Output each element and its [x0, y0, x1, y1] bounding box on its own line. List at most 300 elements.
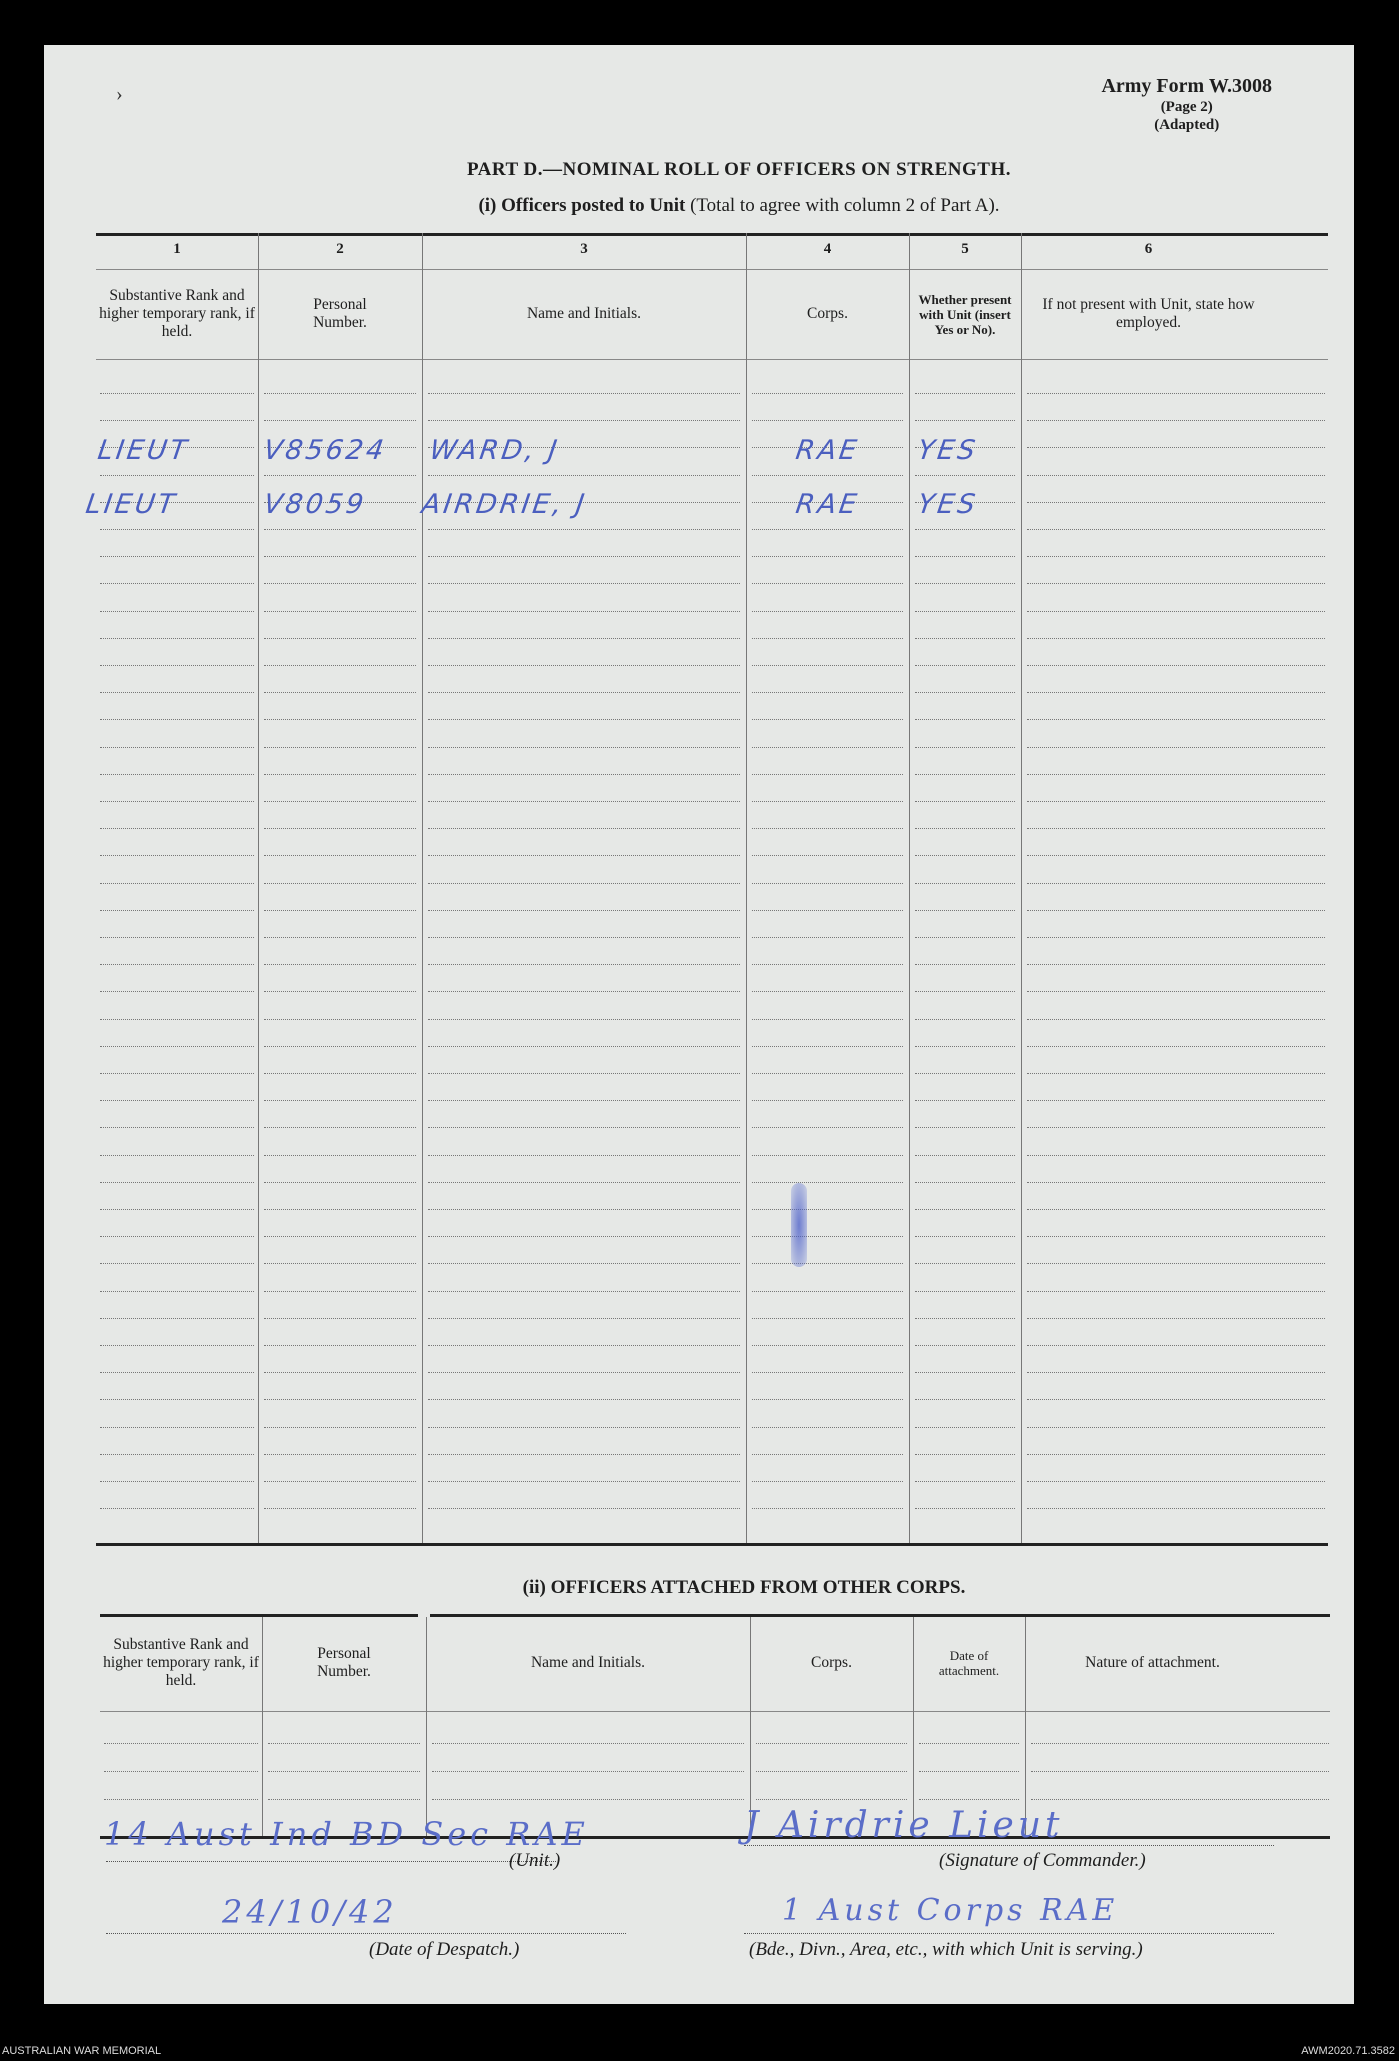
ruled-line	[1027, 1291, 1325, 1292]
ruled-line	[1027, 774, 1325, 775]
ruled-line	[100, 855, 254, 856]
table-top-rule	[96, 233, 1328, 236]
ruled-line	[264, 1427, 416, 1428]
ruled-line	[915, 1019, 1015, 1020]
ruled-line	[752, 638, 903, 639]
subtitle-bold: (i) Officers posted to Unit	[478, 195, 686, 216]
header-corps: Corps.	[807, 305, 848, 322]
ruled-line	[264, 937, 416, 938]
ruled-line	[104, 1799, 258, 1800]
header-rank: Substantive Rank and higher temporary rank, if held.	[103, 1636, 259, 1689]
row2-present: YES	[915, 489, 980, 520]
ruled-line	[752, 1019, 903, 1020]
form-name: Army Form W.3008	[1101, 75, 1272, 97]
ruled-line	[752, 1236, 903, 1237]
tick-mark: ›	[116, 83, 123, 105]
ruled-line	[264, 855, 416, 856]
ruled-line	[264, 964, 416, 965]
ruled-line	[1027, 447, 1325, 448]
ruled-line	[915, 964, 1015, 965]
ruled-line	[915, 1182, 1015, 1183]
ruled-line	[915, 747, 1015, 748]
ruled-line	[915, 1291, 1015, 1292]
ruled-line	[100, 1291, 254, 1292]
ruled-line	[752, 828, 903, 829]
ruled-line	[428, 393, 740, 394]
ruled-line	[264, 1236, 416, 1237]
ruled-line	[915, 1209, 1015, 1210]
ruled-line	[752, 1454, 903, 1455]
ruled-line	[1031, 1771, 1329, 1772]
ruled-line	[752, 801, 903, 802]
column-divider	[1021, 233, 1022, 1543]
ruled-line	[100, 420, 254, 421]
date-handwriting: 24/10/42	[222, 1893, 398, 1931]
ruled-line	[915, 665, 1015, 666]
ruled-line	[100, 801, 254, 802]
ruled-line	[428, 1046, 740, 1047]
form-page	[44, 45, 1354, 2004]
ruled-line	[1027, 1019, 1325, 1020]
ruled-line	[1027, 1318, 1325, 1319]
ruled-line	[1027, 1127, 1325, 1128]
ruled-line	[100, 910, 254, 911]
ruled-line	[428, 583, 740, 584]
ruled-line	[264, 1291, 416, 1292]
ruled-line	[915, 583, 1015, 584]
form-identifier	[1101, 75, 1272, 134]
ruled-line	[264, 1046, 416, 1047]
ruled-line	[915, 801, 1015, 802]
col-number-4: 4	[823, 241, 832, 257]
ruled-line	[264, 774, 416, 775]
ruled-line	[268, 1771, 420, 1772]
ruled-line	[428, 883, 740, 884]
ruled-line	[100, 1427, 254, 1428]
ruled-line	[264, 1019, 416, 1020]
ruled-line	[915, 1318, 1015, 1319]
ruled-line	[752, 1073, 903, 1074]
ruled-line	[264, 1263, 416, 1264]
ruled-line	[1027, 1046, 1325, 1047]
ruled-line	[264, 747, 416, 748]
ruled-line	[915, 1073, 1015, 1074]
ruled-line	[915, 529, 1015, 530]
ruled-line	[100, 1046, 254, 1047]
ruled-line	[100, 1399, 254, 1400]
ruled-line	[428, 964, 740, 965]
ruled-line	[1027, 855, 1325, 856]
ruled-line	[915, 611, 1015, 612]
ruled-line	[1027, 1209, 1325, 1210]
column-divider	[750, 1617, 751, 1836]
header-row-rule	[96, 359, 1328, 360]
ruled-line	[752, 991, 903, 992]
ruled-line	[915, 883, 1015, 884]
ruled-line	[100, 964, 254, 965]
ruled-line	[100, 774, 254, 775]
formation-label: (Bde., Divn., Area, etc., with which Unit is serving.)	[749, 1939, 1143, 1960]
ruled-line	[752, 475, 903, 476]
ruled-line	[915, 1155, 1015, 1156]
row1-number: V85624	[261, 435, 389, 466]
ruled-line	[752, 611, 903, 612]
ruled-line	[915, 1127, 1015, 1128]
ruled-line	[752, 1291, 903, 1292]
ruled-line	[1027, 1182, 1325, 1183]
ruled-line	[264, 1127, 416, 1128]
ruled-line	[919, 1799, 1019, 1800]
ruled-line	[1027, 719, 1325, 720]
ruled-line	[428, 1399, 740, 1400]
ruled-line	[915, 556, 1015, 557]
ruled-line	[1027, 937, 1325, 938]
ruled-line	[428, 719, 740, 720]
ruled-line	[915, 393, 1015, 394]
ruled-line	[915, 1100, 1015, 1101]
ruled-line	[752, 937, 903, 938]
ruled-line	[919, 1743, 1019, 1744]
ruled-line	[915, 1263, 1015, 1264]
ruled-line	[100, 937, 254, 938]
ruled-line	[1031, 1799, 1329, 1800]
ruled-line	[264, 1100, 416, 1101]
ruled-line	[752, 747, 903, 748]
ruled-line	[752, 1263, 903, 1264]
header-employment: If not present with Unit, state how employed.	[1042, 296, 1255, 331]
ruled-line	[752, 855, 903, 856]
ruled-line	[104, 1771, 258, 1772]
ruled-line	[428, 991, 740, 992]
ruled-line	[1027, 991, 1325, 992]
ruled-line	[1027, 1155, 1325, 1156]
ruled-line	[752, 1508, 903, 1509]
ruled-line	[264, 1345, 416, 1346]
ruled-line	[752, 1372, 903, 1373]
ruled-line	[100, 1209, 254, 1210]
date-line	[106, 1933, 626, 1934]
ruled-line	[428, 611, 740, 612]
ruled-line	[264, 1318, 416, 1319]
row1-rank: LIEUT	[95, 435, 192, 466]
ruled-line	[915, 420, 1015, 421]
ruled-line	[428, 1481, 740, 1482]
ruled-line	[264, 665, 416, 666]
ruled-line	[104, 1743, 258, 1744]
ruled-line	[428, 1209, 740, 1210]
ruled-line	[915, 937, 1015, 938]
signature-line	[744, 1845, 1274, 1846]
ruled-line	[915, 1046, 1015, 1047]
ruled-line	[428, 638, 740, 639]
ruled-line	[915, 1508, 1015, 1509]
column-divider	[913, 1617, 914, 1836]
column-divider	[426, 1617, 427, 1836]
ruled-line	[428, 420, 740, 421]
ruled-line	[428, 1100, 740, 1101]
header-date-attachment: Date of attachment.	[938, 1648, 1000, 1678]
ruled-line	[1027, 1399, 1325, 1400]
ruled-line	[268, 1743, 420, 1744]
ruled-line	[100, 828, 254, 829]
ruled-line	[428, 1345, 740, 1346]
ruled-line	[100, 1318, 254, 1319]
ruled-line	[919, 1771, 1019, 1772]
ruled-line	[1027, 502, 1325, 503]
col-number-2: 2	[336, 241, 344, 257]
ruled-line	[264, 393, 416, 394]
ruled-line	[752, 1427, 903, 1428]
ruled-line	[1027, 747, 1325, 748]
ruled-line	[756, 1799, 907, 1800]
ruled-line	[915, 475, 1015, 476]
ruled-line	[100, 1508, 254, 1509]
ruled-line	[428, 1454, 740, 1455]
ruled-line	[428, 1263, 740, 1264]
number-row-rule	[96, 269, 1328, 270]
header-corps: Corps.	[811, 1654, 852, 1671]
row1-present: YES	[915, 435, 980, 466]
ruled-line	[100, 638, 254, 639]
ruled-line	[428, 1291, 740, 1292]
ruled-line	[428, 1155, 740, 1156]
ruled-line	[264, 638, 416, 639]
ruled-line	[264, 1372, 416, 1373]
officers-posted-table	[83, 233, 1328, 1548]
row2-name: AIRDRIE, J	[419, 489, 590, 520]
ruled-line	[752, 583, 903, 584]
signature-handwriting: J Airdrie Lieut	[744, 1805, 1064, 1846]
ruled-line	[1031, 1743, 1329, 1744]
ruled-line	[100, 883, 254, 884]
ruled-line	[428, 855, 740, 856]
ruled-line	[752, 1399, 903, 1400]
header-name: Name and Initials.	[526, 305, 642, 322]
ruled-line	[915, 1345, 1015, 1346]
ruled-line	[428, 1019, 740, 1020]
ruled-line	[428, 1508, 740, 1509]
ruled-line	[1027, 828, 1325, 829]
ruled-line	[264, 801, 416, 802]
ruled-line	[915, 855, 1015, 856]
ruled-line	[264, 828, 416, 829]
ruled-line	[428, 1318, 740, 1319]
row2-rank: LIEUT	[83, 489, 180, 520]
ruled-line	[915, 1399, 1015, 1400]
ruled-line	[100, 611, 254, 612]
column-divider	[262, 1617, 263, 1836]
ruled-line	[264, 1073, 416, 1074]
ruled-line	[1027, 1427, 1325, 1428]
col-number-1: 1	[173, 241, 181, 257]
ruled-line	[264, 1399, 416, 1400]
ruled-line	[432, 1799, 744, 1800]
ruled-line	[428, 1073, 740, 1074]
unit-label: (Unit.)	[509, 1850, 561, 1871]
ruled-line	[100, 393, 254, 394]
ruled-line	[752, 1318, 903, 1319]
formation-line	[744, 1933, 1274, 1934]
ruled-line	[1027, 1481, 1325, 1482]
ruled-line	[100, 475, 254, 476]
ruled-line	[264, 611, 416, 612]
ruled-line	[752, 1046, 903, 1047]
ruled-line	[264, 1454, 416, 1455]
ruled-line	[915, 1481, 1015, 1482]
ruled-line	[264, 529, 416, 530]
ruled-line	[264, 556, 416, 557]
unit-line	[106, 1861, 556, 1862]
ruled-line	[1027, 638, 1325, 639]
subtitle-rest: (Total to agree with column 2 of Part A).	[690, 195, 1000, 216]
ruled-line	[915, 1372, 1015, 1373]
ruled-line	[915, 910, 1015, 911]
column-divider	[746, 233, 747, 1543]
ruled-line	[1027, 529, 1325, 530]
ruled-line	[1027, 692, 1325, 693]
ruled-line	[100, 1155, 254, 1156]
header-personal-number: Personal Number.	[317, 1645, 371, 1680]
ruled-line	[264, 1182, 416, 1183]
ruled-line	[915, 638, 1015, 639]
ruled-line	[264, 883, 416, 884]
ruled-line	[428, 910, 740, 911]
ruled-line	[100, 556, 254, 557]
ruled-line	[752, 1155, 903, 1156]
ink-blot	[791, 1183, 807, 1267]
ruled-line	[264, 583, 416, 584]
ruled-line	[1027, 1100, 1325, 1101]
ruled-line	[915, 828, 1015, 829]
ruled-line	[752, 1100, 903, 1101]
ruled-line	[100, 529, 254, 530]
ruled-line	[752, 883, 903, 884]
ruled-line	[100, 1481, 254, 1482]
header-row-rule	[100, 1711, 1330, 1712]
col-number-5: 5	[961, 241, 969, 257]
ruled-line	[752, 665, 903, 666]
ruled-line	[428, 665, 740, 666]
ruled-line	[915, 1236, 1015, 1237]
row2-number: V8059	[261, 489, 369, 520]
credit-left: AUSTRALIAN WAR MEMORIAL	[2, 2045, 162, 2057]
ruled-line	[100, 719, 254, 720]
ruled-line	[428, 529, 740, 530]
ruled-line	[752, 774, 903, 775]
row2-corps: RAE	[793, 489, 862, 520]
ruled-line	[1027, 556, 1325, 557]
column-divider	[422, 233, 423, 1543]
ruled-line	[756, 1743, 907, 1744]
ruled-line	[432, 1771, 744, 1772]
ruled-line	[915, 692, 1015, 693]
ruled-line	[428, 937, 740, 938]
ruled-line	[264, 1508, 416, 1509]
officers-attached-table	[100, 1573, 1330, 1843]
ruled-line	[915, 774, 1015, 775]
ruled-line	[752, 420, 903, 421]
ruled-line	[100, 747, 254, 748]
header-personal-number: Personal Number.	[313, 296, 367, 331]
column-divider	[909, 233, 910, 1543]
ruled-line	[264, 1481, 416, 1482]
ruled-line	[1027, 420, 1325, 421]
ruled-line	[264, 991, 416, 992]
row1-corps: RAE	[793, 435, 862, 466]
ruled-line	[428, 475, 740, 476]
ruled-line	[1027, 393, 1325, 394]
ruled-line	[915, 991, 1015, 992]
header-nature-attachment: Nature of attachment.	[1085, 1654, 1220, 1671]
ruled-line	[752, 964, 903, 965]
ruled-line	[1027, 1263, 1325, 1264]
ruled-line	[100, 1454, 254, 1455]
ruled-line	[915, 1427, 1015, 1428]
ruled-line	[264, 420, 416, 421]
ruled-line	[1027, 1508, 1325, 1509]
ruled-line	[752, 1209, 903, 1210]
ruled-line	[428, 1427, 740, 1428]
ruled-line	[432, 1743, 744, 1744]
ruled-line	[1027, 583, 1325, 584]
ruled-line	[428, 1127, 740, 1128]
ruled-line	[264, 719, 416, 720]
ruled-line	[752, 719, 903, 720]
row1-name: WARD, J	[427, 435, 562, 466]
ruled-line	[100, 665, 254, 666]
ruled-line	[1027, 475, 1325, 476]
ruled-line	[100, 1236, 254, 1237]
ruled-line	[264, 1155, 416, 1156]
ruled-line	[1027, 1372, 1325, 1373]
ruled-line	[268, 1799, 420, 1800]
ruled-line	[264, 1209, 416, 1210]
page-title: PART D.—NOMINAL ROLL OF OFFICERS ON STRENGTH.	[466, 159, 1012, 180]
ruled-line	[1027, 611, 1325, 612]
ruled-line	[752, 1182, 903, 1183]
ruled-line	[100, 583, 254, 584]
ruled-line	[264, 475, 416, 476]
ruled-line	[1027, 801, 1325, 802]
form-note: (Adapted)	[1154, 117, 1220, 133]
column-divider	[1025, 1617, 1026, 1836]
section-ii-title: (ii) OFFICERS ATTACHED FROM OTHER CORPS.	[522, 1577, 966, 1598]
ruled-line	[100, 1345, 254, 1346]
ruled-line	[100, 692, 254, 693]
ruled-line	[100, 1019, 254, 1020]
ruled-line	[752, 556, 903, 557]
ruled-line	[1027, 1073, 1325, 1074]
ruled-line	[100, 1127, 254, 1128]
ruled-line	[100, 1182, 254, 1183]
ruled-line	[752, 529, 903, 530]
ruled-line	[1027, 665, 1325, 666]
ruled-line	[1027, 964, 1325, 965]
ruled-line	[752, 1127, 903, 1128]
ruled-line	[428, 1372, 740, 1373]
header-rank: Substantive Rank and higher temporary rank, if held.	[99, 287, 255, 340]
ruled-line	[752, 910, 903, 911]
formation-handwriting: 1 Aust Corps RAE	[782, 1893, 1119, 1928]
ruled-line	[264, 692, 416, 693]
ruled-line	[1027, 1345, 1325, 1346]
column-divider	[258, 233, 259, 1543]
col-number-3: 3	[580, 241, 588, 257]
signature-label: (Signature of Commander.)	[939, 1850, 1146, 1871]
ruled-line	[100, 1372, 254, 1373]
ruled-line	[915, 719, 1015, 720]
header-present: Whether present with Unit (insert Yes or No).	[918, 291, 1012, 337]
